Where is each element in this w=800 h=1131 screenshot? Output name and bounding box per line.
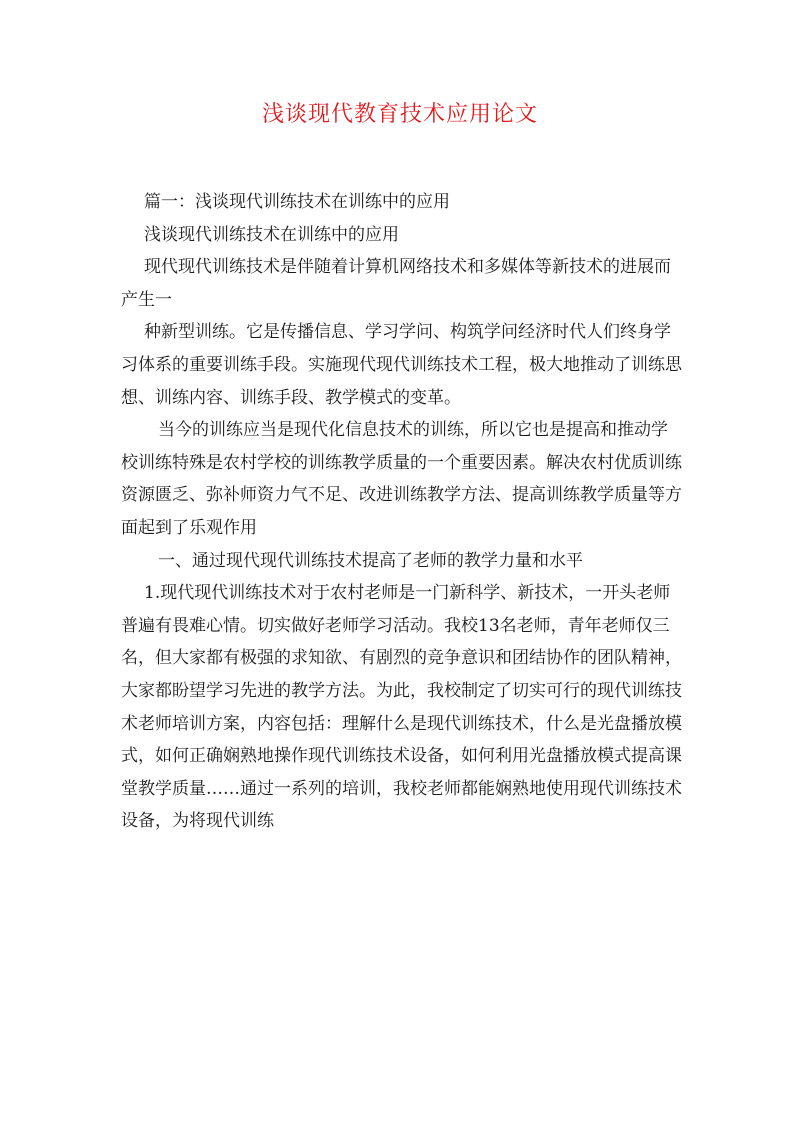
paragraph-subtitle: 浅谈现代训练技术在训练中的应用: [144, 224, 399, 245]
paragraph-modern-training: 当今的训练应当是现代化信息技术的训练，所以它也是提高和推动学校训练特殊是农村学校的训练教学质量的一个重要因素。解决农村优质训练资源匮乏、弥补师资力气不足、改进训练教学方法、提高训练教学质量等方面起到了乐观作用: [121, 420, 682, 538]
paragraph-point-one-detail: 1.现代现代训练技术对于农村老师是一门新科学、新技术，一开头老师普遍有畏难心情。切实做好老师学习活动。我校13名老师，青年老师仅三名，但大家都有极强的求知欲、有剧烈的竞争意识和团结协作的团队精神，大家都盼望学习先进的教学方法。为此，我校制定了切实可行的现代训练技术老师培训方案，内容包括：理解什么是现代训练技术，什么是光盘播放模式，如何正确娴熟地操作现代训练技术设备，如何利用光盘播放模式提高课堂教学质量……通过一系列的培训，我校老师都能娴熟地使用现代训练技术设备，为将现代训练: [121, 583, 682, 832]
document-title: 浅谈现代教育技术应用论文: [261, 102, 538, 127]
paragraph-intro: 现代现代训练技术是伴随着计算机网络技术和多媒体等新技术的进展而产生一: [121, 257, 671, 310]
paragraph-new-training: 种新型训练。它是传播信息、学习学问、构筑学问经济时代人们终身学习体系的重要训练手段。实施现代现代训练技术工程，极大地推动了训练思想、训练内容、训练手段、教学模式的变革。: [121, 322, 682, 408]
document-body: [121, 186, 683, 838]
paragraph-point-one-heading: 一、通过现代现代训练技术提高了老师的教学力量和水平: [158, 550, 583, 571]
paragraph-section-heading: 篇一：浅谈现代训练技术在训练中的应用: [144, 192, 450, 212]
